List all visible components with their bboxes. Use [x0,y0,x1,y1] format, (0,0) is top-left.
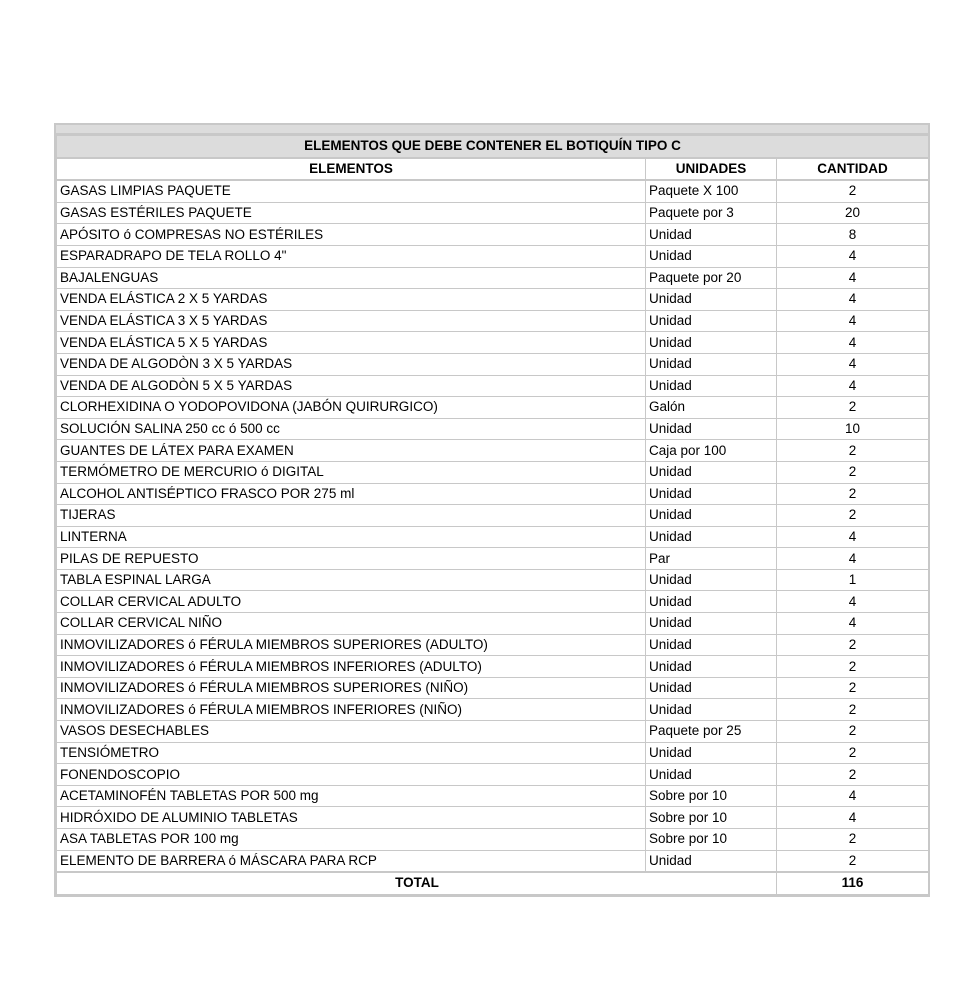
cell-unidad: Paquete por 25 [646,721,777,743]
cell-cantidad: 2 [777,505,929,527]
table-row [57,310,929,332]
cell-cantidad: 4 [777,785,929,807]
cell-elemento: ALCOHOL ANTISÉPTICO FRASCO POR 275 ml [57,483,646,505]
table-row [57,289,929,311]
table-row [57,332,929,354]
cell-unidad: Unidad [646,656,777,678]
cell-cantidad: 4 [777,807,929,829]
botiquin-table [56,135,929,895]
cell-unidad: Unidad [646,526,777,548]
total-value: 116 [777,872,929,894]
cell-cantidad: 2 [777,677,929,699]
cell-unidad: Unidad [646,634,777,656]
table-row [57,224,929,246]
table-row [57,267,929,289]
cell-elemento: FONENDOSCOPIO [57,764,646,786]
cell-unidad: Unidad [646,418,777,440]
cell-elemento: TENSIÓMETRO [57,742,646,764]
cell-unidad: Unidad [646,332,777,354]
cell-unidad: Paquete X 100 [646,180,777,202]
cell-unidad: Unidad [646,375,777,397]
cell-cantidad: 2 [777,742,929,764]
table-row [57,353,929,375]
cell-elemento: GUANTES DE LÁTEX PARA EXAMEN [57,440,646,462]
cell-elemento: LINTERNA [57,526,646,548]
cell-cantidad: 2 [777,180,929,202]
table-row [57,634,929,656]
cell-unidad: Unidad [646,461,777,483]
cell-unidad: Unidad [646,850,777,872]
cell-unidad: Unidad [646,245,777,267]
cell-cantidad: 2 [777,764,929,786]
cell-elemento: TIJERAS [57,505,646,527]
cell-unidad: Unidad [646,742,777,764]
table-row [57,764,929,786]
cell-elemento: INMOVILIZADORES ó FÉRULA MIEMBROS SUPERIORES (ADULTO) [57,634,646,656]
cell-unidad: Unidad [646,224,777,246]
header-unidades: UNIDADES [646,158,777,181]
table-row [57,202,929,224]
cell-unidad: Unidad [646,289,777,311]
table-row [57,483,929,505]
table-row [57,807,929,829]
cell-elemento: COLLAR CERVICAL NIÑO [57,613,646,635]
total-label-text: TOTAL [395,875,439,891]
cell-cantidad: 4 [777,375,929,397]
table-row [57,569,929,591]
table-title-row [57,136,929,158]
cell-elemento: SOLUCIÓN SALINA 250 cc ó 500 cc [57,418,646,440]
cell-unidad: Unidad [646,505,777,527]
cell-cantidad: 4 [777,332,929,354]
header-elementos: ELEMENTOS [57,158,646,181]
cell-unidad: Par [646,548,777,570]
cell-cantidad: 2 [777,721,929,743]
cell-unidad: Sobre por 10 [646,807,777,829]
cell-elemento: VENDA DE ALGODÒN 3 X 5 YARDAS [57,353,646,375]
table-row [57,180,929,202]
cell-cantidad: 2 [777,699,929,721]
table-row [57,375,929,397]
cell-elemento: HIDRÓXIDO DE ALUMINIO TABLETAS [57,807,646,829]
cell-cantidad: 4 [777,548,929,570]
cell-cantidad: 2 [777,483,929,505]
header-cantidad: CANTIDAD [777,158,929,181]
cell-elemento: GASAS LIMPIAS PAQUETE [57,180,646,202]
cell-elemento: INMOVILIZADORES ó FÉRULA MIEMBROS INFERIORES (ADULTO) [57,656,646,678]
cell-unidad: Unidad [646,569,777,591]
table-row [57,785,929,807]
table-title: ELEMENTOS QUE DEBE CONTENER EL BOTIQUÍN TIPO C [57,136,929,158]
cell-elemento: APÓSITO ó COMPRESAS NO ESTÉRILES [57,224,646,246]
cell-elemento: VENDA ELÁSTICA 3 X 5 YARDAS [57,310,646,332]
cell-elemento: VENDA DE ALGODÒN 5 X 5 YARDAS [57,375,646,397]
cell-cantidad: 4 [777,591,929,613]
cell-elemento: ASA TABLETAS POR 100 mg [57,829,646,851]
cell-cantidad: 4 [777,353,929,375]
table-row [57,677,929,699]
table-row [57,461,929,483]
table-top-strip [56,125,928,135]
cell-cantidad: 4 [777,289,929,311]
cell-cantidad: 2 [777,461,929,483]
cell-cantidad: 10 [777,418,929,440]
cell-unidad: Paquete por 3 [646,202,777,224]
cell-cantidad: 2 [777,397,929,419]
total-label [646,872,777,894]
table-header-row [57,158,929,181]
cell-unidad: Caja por 100 [646,440,777,462]
cell-cantidad: 2 [777,634,929,656]
table-row [57,613,929,635]
table-body [57,180,929,872]
cell-cantidad: 2 [777,829,929,851]
cell-cantidad: 8 [777,224,929,246]
cell-unidad: Galón [646,397,777,419]
cell-unidad: Unidad [646,591,777,613]
cell-unidad: Unidad [646,483,777,505]
cell-elemento: ELEMENTO DE BARRERA ó MÁSCARA PARA RCP [57,850,646,872]
total-spacer [57,872,646,894]
cell-elemento: GASAS ESTÉRILES PAQUETE [57,202,646,224]
cell-elemento: CLORHEXIDINA O YODOPOVIDONA (JABÓN QUIRURGICO) [57,397,646,419]
cell-unidad: Paquete por 20 [646,267,777,289]
table-row [57,548,929,570]
table-row [57,526,929,548]
cell-elemento: ESPARADRAPO DE TELA ROLLO 4" [57,245,646,267]
cell-unidad: Unidad [646,613,777,635]
cell-unidad: Unidad [646,677,777,699]
cell-cantidad: 2 [777,656,929,678]
cell-unidad: Unidad [646,310,777,332]
cell-elemento: INMOVILIZADORES ó FÉRULA MIEMBROS INFERIORES (NIÑO) [57,699,646,721]
table-row [57,505,929,527]
table-row [57,850,929,872]
cell-elemento: BAJALENGUAS [57,267,646,289]
cell-elemento: INMOVILIZADORES ó FÉRULA MIEMBROS SUPERIORES (NIÑO) [57,677,646,699]
table-row [57,440,929,462]
cell-cantidad: 1 [777,569,929,591]
cell-elemento: VASOS DESECHABLES [57,721,646,743]
table-row [57,742,929,764]
cell-unidad: Unidad [646,764,777,786]
total-row [57,872,929,894]
cell-cantidad: 4 [777,310,929,332]
table-row [57,591,929,613]
cell-unidad: Unidad [646,699,777,721]
cell-unidad: Sobre por 10 [646,785,777,807]
table-row [57,397,929,419]
table-row [57,656,929,678]
cell-elemento: PILAS DE REPUESTO [57,548,646,570]
cell-cantidad: 2 [777,440,929,462]
cell-elemento: COLLAR CERVICAL ADULTO [57,591,646,613]
cell-cantidad: 20 [777,202,929,224]
table-row [57,829,929,851]
cell-cantidad: 4 [777,245,929,267]
cell-elemento: TABLA ESPINAL LARGA [57,569,646,591]
cell-elemento: ACETAMINOFÉN TABLETAS POR 500 mg [57,785,646,807]
table-row [57,721,929,743]
table-row [57,245,929,267]
botiquin-table-container [54,123,930,897]
cell-cantidad: 4 [777,267,929,289]
cell-unidad: Sobre por 10 [646,829,777,851]
cell-elemento: VENDA ELÁSTICA 2 X 5 YARDAS [57,289,646,311]
cell-unidad: Unidad [646,353,777,375]
cell-cantidad: 2 [777,850,929,872]
cell-cantidad: 4 [777,526,929,548]
table-row [57,699,929,721]
table-row [57,418,929,440]
cell-elemento: TERMÓMETRO DE MERCURIO ó DIGITAL [57,461,646,483]
cell-cantidad: 4 [777,613,929,635]
cell-elemento: VENDA ELÁSTICA 5 X 5 YARDAS [57,332,646,354]
